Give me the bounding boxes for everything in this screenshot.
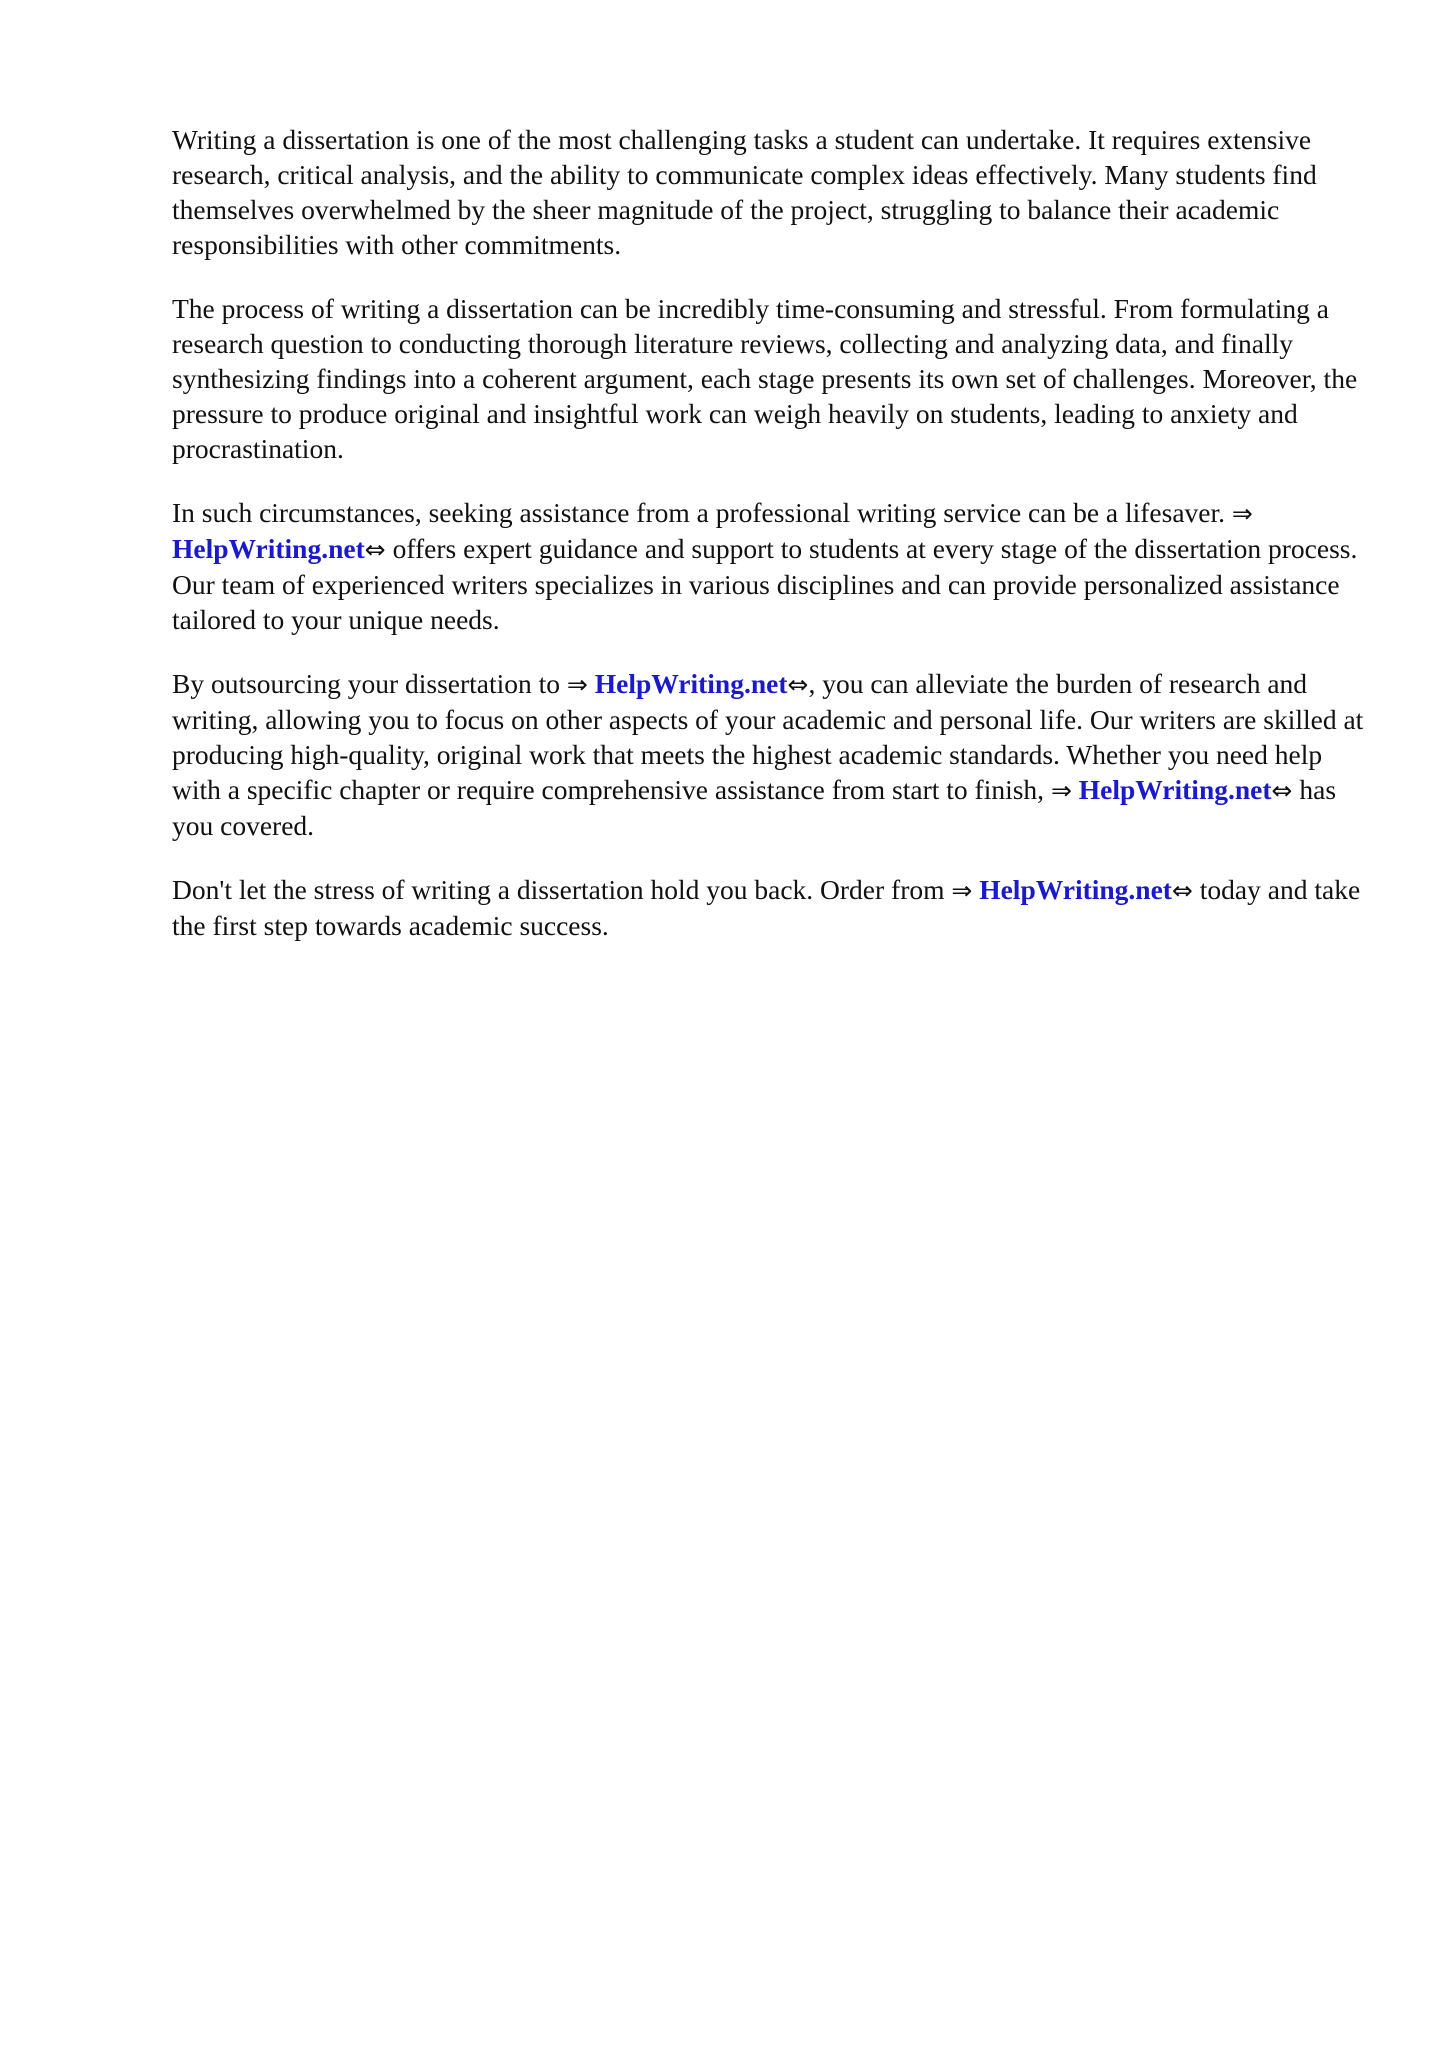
paragraph-4 bbox=[172, 666, 1364, 843]
paragraph-3-text-after: offers expert guidance and support to students at every stage of the dissertation process. Our team of experienced writers specializes in various disciplines and can provide personalized assistance tailored to your unique needs. bbox=[172, 533, 1358, 635]
right-double-arrow-icon: ⇒ bbox=[951, 876, 973, 905]
paragraph-1 bbox=[172, 122, 1364, 262]
right-double-arrow-icon: ⇒ bbox=[566, 670, 588, 699]
paragraph-5-text-after: today and take the first step towards academic success. bbox=[172, 874, 1361, 941]
paragraph-4-text-after: has you covered. bbox=[172, 774, 1337, 841]
left-right-double-arrow-icon: ⇔ bbox=[1271, 776, 1293, 805]
paragraph-2-text: The process of writing a dissertation can be incredibly time-consuming and stressful. From formulating a research question to conducting thorough literature reviews, collecting and analyzing data, and finally synthesizing findings into a coherent argument, each stage presents its own set of challenges. Moreover, the pressure to produce original and insightful work can weigh heavily on students, leading to anxiety and procrastination. bbox=[172, 293, 1358, 464]
paragraph-5-text-before: Don't let the stress of writing a dissertation hold you back. Order from bbox=[172, 874, 952, 905]
paragraph-3 bbox=[172, 495, 1364, 637]
left-right-double-arrow-icon: ⇔ bbox=[787, 670, 809, 699]
helpwriting-link[interactable]: HelpWriting.net bbox=[1078, 774, 1272, 805]
document-body bbox=[172, 122, 1364, 972]
paragraph-2 bbox=[172, 291, 1364, 466]
paragraph-4-text-before: By outsourcing your dissertation to bbox=[172, 668, 567, 699]
helpwriting-link[interactable]: HelpWriting.net bbox=[979, 874, 1172, 905]
left-right-double-arrow-icon: ⇔ bbox=[1171, 876, 1193, 905]
right-double-arrow-icon: ⇒ bbox=[1231, 499, 1253, 528]
helpwriting-link[interactable]: HelpWriting.net bbox=[594, 668, 788, 699]
right-double-arrow-icon: ⇒ bbox=[1050, 776, 1072, 805]
helpwriting-link[interactable]: HelpWriting.net bbox=[172, 533, 365, 564]
paragraph-3-text-before: In such circumstances, seeking assistance from a professional writing service can be a lifesaver. bbox=[172, 497, 1232, 528]
paragraph-5 bbox=[172, 872, 1364, 943]
left-right-double-arrow-icon: ⇔ bbox=[364, 535, 386, 564]
paragraph-1-text: Writing a dissertation is one of the most challenging tasks a student can undertake. It requires extensive research, critical analysis, and the ability to communicate complex ideas effectively. Many students find themselves overwhelmed by the sheer magnitude of the project, struggling to balance their academic responsibilities with other commitments. bbox=[172, 124, 1317, 260]
paragraph-4-text-middle: , you can alleviate the burden of research and writing, allowing you to focus on other aspects of your academic and personal life. Our writers are skilled at producing high-quality, original work that meets the highest academic standards. Whether you need help with a specific chapter or require comprehensive assistance from start to finish, bbox=[172, 668, 1364, 805]
